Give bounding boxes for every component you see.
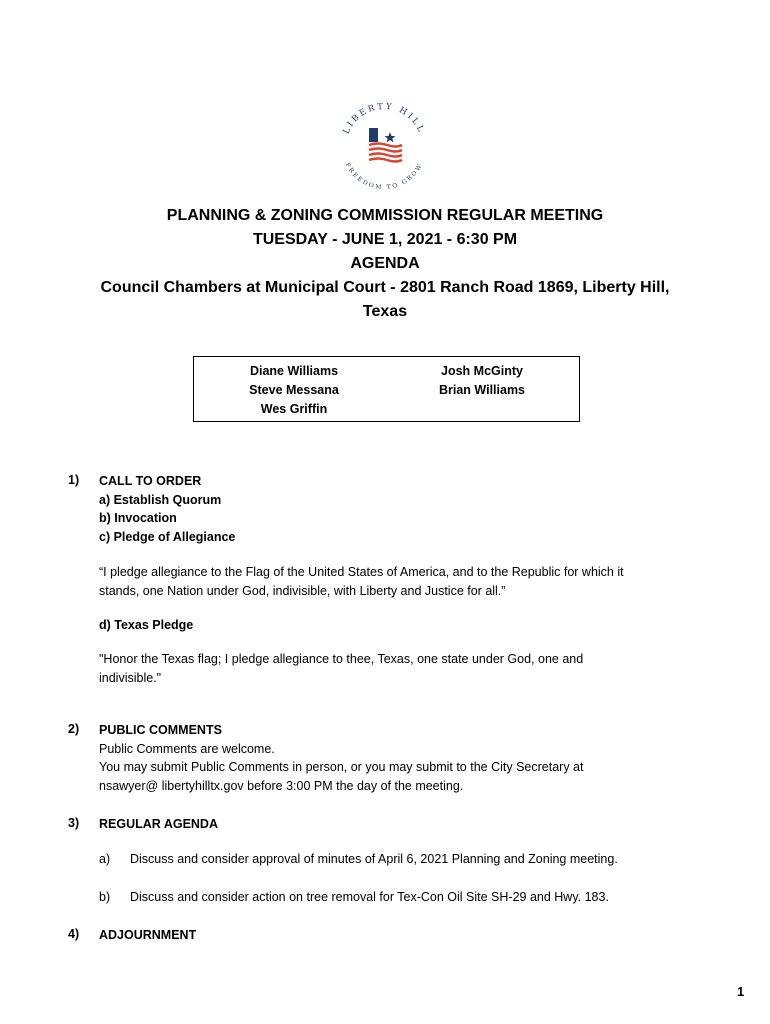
section-title: ADJOURNMENT (99, 928, 197, 942)
pledge-line: stands, one Nation under God, indivisible, with Liberty and Justice for all.” (99, 583, 506, 598)
page-number: 1 (737, 984, 745, 999)
member-name: Josh McGinty (441, 364, 523, 378)
item-label: b) (99, 890, 111, 904)
logo-arc-top-text: LIBERTY HILL (341, 101, 427, 136)
section-number: 2) (68, 722, 80, 736)
pledge-line: indivisible." (99, 670, 162, 685)
section-call-to-order (99, 472, 699, 546)
section-number: 1) (68, 473, 80, 487)
member-name: Steve Messana (249, 383, 339, 397)
section-title: PUBLIC COMMENTS (99, 723, 222, 737)
section-number: 3) (68, 816, 80, 830)
us-pledge-text (99, 563, 699, 600)
section-title: REGULAR AGENDA (99, 817, 218, 831)
meeting-date: TUESDAY - JUNE 1, 2021 - 6:30 PM (252, 231, 518, 248)
meeting-location-cont: Texas (362, 303, 408, 320)
pledge-line: “I pledge allegiance to the Flag of the United States of America, and to the Republic for which it (99, 565, 624, 579)
agenda-item: a) Establish Quorum (99, 492, 222, 507)
comments-text: You may submit Public Comments in person, or you may submit to the City Secretary at (99, 760, 584, 774)
liberty-hill-logo (332, 95, 436, 199)
agenda-item: b) Invocation (99, 511, 177, 525)
agenda-item-minutes: Discuss and consider approval of minutes of April 6, 2021 Planning and Zoning meeting. (130, 852, 618, 866)
section-public-comments (99, 721, 699, 795)
meeting-title: PLANNING & ZONING COMMISSION REGULAR MEETING (166, 207, 604, 224)
comments-text: Public Comments are welcome. (99, 741, 275, 756)
agenda-item: c) Pledge of Allegiance (99, 529, 236, 544)
member-name: Brian Williams (438, 383, 526, 397)
comments-text: nsawyer@ libertyhilltx.gov before 3:00 PM the day of the meeting. (99, 778, 464, 793)
commission-members-box (193, 356, 580, 422)
members-left-column (194, 362, 394, 419)
members-right-column (382, 362, 582, 400)
item-label: a) (99, 852, 111, 866)
section-number: 4) (68, 927, 80, 941)
pledge-line: "Honor the Texas flag; I pledge allegiance to thee, Texas, one state under God, one and (99, 652, 584, 666)
flag-icon (369, 128, 402, 162)
section-title: CALL TO ORDER (99, 474, 202, 488)
agenda-item-tree-removal: Discuss and consider action on tree removal for Tex-Con Oil Site SH-29 and Hwy. 183. (130, 890, 609, 904)
logo-arc-bottom-text: FREEDOM TO GROW (343, 161, 425, 192)
meeting-header (40, 204, 730, 324)
member-name: Diane Williams (249, 364, 339, 378)
meeting-location: Council Chambers at Municipal Court - 2801 Ranch Road 1869, Liberty Hill, (100, 279, 670, 296)
texas-pledge-text (99, 650, 699, 687)
texas-pledge-heading: d) Texas Pledge (99, 618, 194, 632)
agenda-heading: AGENDA (350, 255, 420, 272)
member-name: Wes Griffin (260, 402, 328, 416)
